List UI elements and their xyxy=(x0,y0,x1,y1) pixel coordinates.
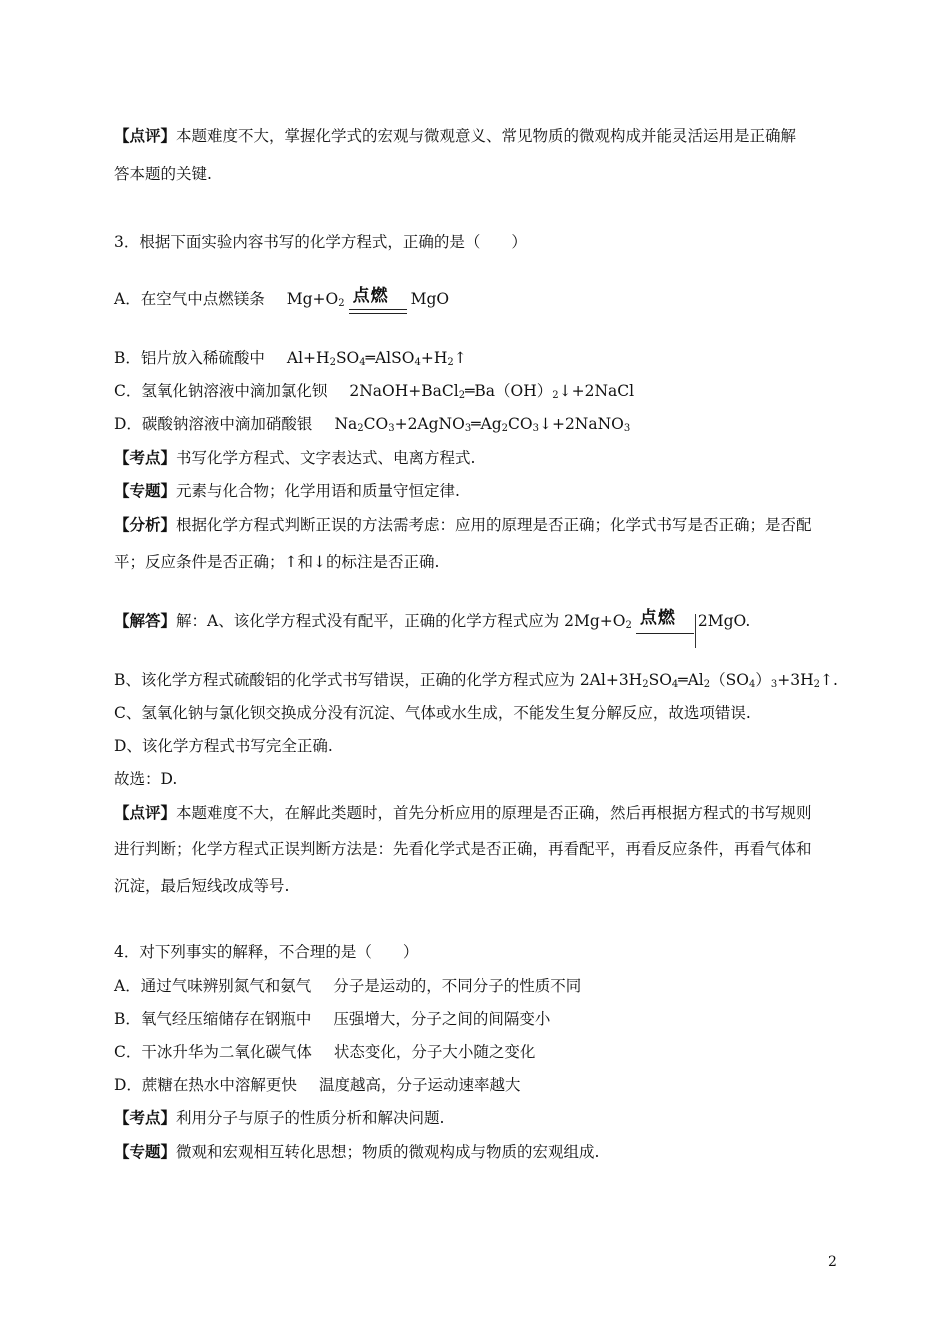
zhuanti-tag: 【专题】 xyxy=(114,481,177,500)
q4-option-c: C．干冰升华为二氧化碳气体 状态变化，分子大小随之变化 xyxy=(114,1043,536,1061)
q3-option-d-text: D．碳酸钠溶液中滴加硝酸银 xyxy=(114,415,313,433)
q3-kaodian: 【考点】书写化学方程式、文字表达式、电离方程式. xyxy=(114,448,476,467)
q3-option-b: B．铝片放入稀硫酸中 $Al+H_2SO_4═AlSO_4+H_2↑$ xyxy=(114,349,467,368)
q3-a-lhs-sub: 2 xyxy=(338,298,345,309)
question-3-stem: 3．根据下面实验内容书写的化学方程式，正确的是（ ） xyxy=(114,233,527,251)
q3-zhuanti: 【专题】元素与化合物；化学用语和质量守恒定律. xyxy=(114,481,460,500)
q3-dianping-line3: 沉淀，最后短线改成等号. xyxy=(114,877,290,895)
q4-zhuanti: 【专题】微观和宏观相互转化思想；物质的微观构成与物质的宏观组成. xyxy=(114,1142,600,1161)
jieda-tag: 【解答】 xyxy=(114,611,177,630)
page-number: 2 xyxy=(828,1254,837,1270)
q4-kaodian: 【考点】利用分子与原子的性质分析和解决问题. xyxy=(114,1108,445,1127)
q4-option-b: B．氧气经压缩储存在钢瓶中 压强增大，分子之间的间隔变小 xyxy=(114,1010,551,1028)
review-tag: 【点评】 xyxy=(114,126,177,145)
q3-jieda-a: 【解答】解：A、该化学方程式没有配平，正确的化学方程式应为 $2Mg+O_2$ 点燃 2MgO. xyxy=(114,611,844,632)
dianping-tag: 【点评】 xyxy=(114,803,177,822)
q3-answer: 故选：D. xyxy=(114,770,178,788)
q3-option-a xyxy=(114,286,844,310)
reaction-condition-ignite xyxy=(349,286,407,310)
q4-option-d: D．蔗糖在热水中溶解更快 温度越高，分子运动速率越大 xyxy=(114,1076,521,1094)
kaodian-tag: 【考点】 xyxy=(114,448,177,467)
q3-fenxi-line1: 【分析】根据化学方程式判断正误的方法需考虑：应用的原理是否正确；化学式书写是否正确；是否配 xyxy=(114,515,812,534)
q4-option-a: A．通过气味辨别氮气和氨气 分子是运动的，不同分子的性质不同 xyxy=(114,977,582,995)
condition-label: 点燃 xyxy=(639,608,676,628)
q3-option-c-text: C．氢氧化钠溶液中滴加氯化钡 xyxy=(114,382,328,400)
review-text: 本题难度不大，掌握化学式的宏观与微观意义、常见物质的微观构成并能灵活运用是正确解 xyxy=(176,127,797,145)
q3-dianping-line1: 【点评】本题难度不大，在解此类题时，首先分析应用的原理是否正确，然后再根据方程式的书写规则 xyxy=(114,803,812,822)
condition-label: 点燃 xyxy=(352,286,389,306)
q3-option-c: C．氢氧化钠溶液中滴加氯化钡 $2NaOH+BaCl_2═Ba(OH)_2↓+2NaCl$ xyxy=(114,382,635,401)
q3-jieda-c: C、氢氧化钠与氯化钡交换成分没有沉淀、气体或水生成，不能发生复分解反应，故选项错误. xyxy=(114,704,751,722)
reaction-condition-ignite-answer xyxy=(636,608,694,632)
fenxi-tag: 【分析】 xyxy=(114,515,177,534)
question-4-stem: 4．对下列事实的解释，不合理的是（ ） xyxy=(114,943,419,961)
q3-jieda-d: D、该化学方程式书写完全正确. xyxy=(114,737,333,755)
q3-a-lhs: Mg+O xyxy=(286,290,339,308)
review-paragraph-line2: 答本题的关键. xyxy=(114,165,212,183)
q3-fenxi-line2: 平；反应条件是否正确；↑和↓的标注是否正确. xyxy=(114,553,440,571)
q3-option-b-text: B．铝片放入稀硫酸中 xyxy=(114,349,265,367)
q3-jieda-b: B、该化学方程式硫酸铝的化学式书写错误，正确的化学方程式应为 $2Al+3H_2SO_4═Al_2(SO_4)_3+3H_2↑$. xyxy=(114,671,838,690)
review-paragraph-line1 xyxy=(114,126,844,146)
q3-option-d: D．碳酸钠溶液中滴加硝酸银 $Na_2CO_3+2AgNO_3═Ag_2CO_3↓+2NaNO_3$ xyxy=(114,415,631,434)
q3-a-rhs: MgO xyxy=(410,290,450,308)
q3-dianping-line2: 进行判断；化学方程式正误判断方法是：先看化学式是否正确，再看配平，再看反应条件，再看气体和 xyxy=(114,840,812,858)
q3-option-a-text: A．在空气中点燃镁条 xyxy=(114,290,265,308)
